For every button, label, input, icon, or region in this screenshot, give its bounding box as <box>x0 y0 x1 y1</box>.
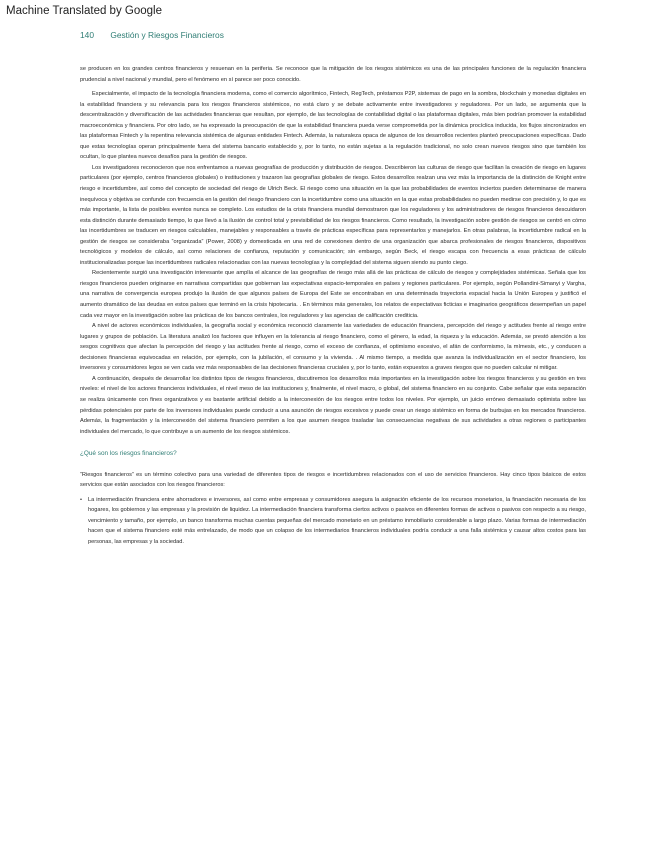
page-body <box>80 64 586 548</box>
body-paragraph: Recientemente surgió una investigación interesante que amplía el alcance de las geografías de riesgo más allá de las prácticas de cálculo de riesgos y complejidades sistémicas. Señala que los riesgos financieros pueden originarse en narrativas compartidas que gobiernan las expectativas espacio-temporales en países y regiones particulares. Por ejemplo, según Pollandini-Simanyi y Vargha, una narrativa de convergencia europea produjo la ilusión de que algunos países de Europa del Este se encontraban en una determinada trayectoria espacial hacia la Unión Europea y justificó el aumento dramático de las deudas en estos países que terminó en la crisis hipotecaria. . En términos más generales, los relatos de expectativas ficticias e imaginarios geográficos desempeñan un papel cada vez mayor en la investigación sobre las prácticas de los bancos centrales, los reguladores y las agencias de calificación crediticia. <box>80 270 586 319</box>
body-paragraph: se producen en los grandes centros financieros y resuenan en la periferia. Se reconoce que la mitigación de los riesgos sistémicos es una de las principales funciones de la regulación financiera prudencial a nivel nacional y mundial, pero el fenómeno en sí parece ser poco conocido. <box>80 66 586 83</box>
page-number: 140 <box>80 30 94 40</box>
section-intro: “Riesgos financieros” es un término colectivo para una variedad de diferentes tipos de riesgos e incertidumbres relacionados con el uso de servicios financieros. Hay cinco tipos básicos de estos servicios que están asociados con los riesgos financieros: <box>80 471 586 489</box>
body-paragraph: Los investigadores reconocieron que nos enfrentamos a nuevas geografías de producción y distribución de riesgos. Describieron las culturas de riesgo que facilitan la creación de riesgo en lugares particulares (por ejemplo, centros financieros globales) o instituciones y trazaron las geografías globales de riesgo. Estos desarrollos realzan una vez más la importancia de la distinción de Knight entre riesgo e incertidumbre, así como del concepto de sociedad del riesgo de Ulrich Beck. El riesgo como una situación en la que las probabilidades de eventos inciertos pueden determinarse de manera inequívoca y objetiva se confunde con frecuencia en la gestión del riesgo financiero con la incertidumbre como una situación en la que estas probabilidades no pueden medirse con precisión y, lo que es más importante, la lista de posibles eventos nunca se completo. Los estudios de la crisis financiera mundial demostraron que los reguladores y los administradores de riesgos financieros descuidaron esta distinción durante demasiado tiempo, lo que llevó a la ilusión de control total y previsibilidad de los riesgos financieros. Como resultado, la investigación sobre gestión de riesgos se centró en cómo las incertidumbres se traducen en riesgos calculables, manejables y responsables a través de prácticas específicas para representarlos y manejarlos. En otras palabras, la incertidumbre radical en la gestión de riesgos se consideraba “organizada” (Power, 2008) y domesticada en una red de conexiones dentro de una organización que abarca profesionales de riesgos financieros, dispositivos tecnológicos y modelos de cálculo, así como relaciones de confianza, reputación y comunicación; sin embargo, según Beck, el riesgo escapa con frecuencia a esas prácticas de cálculo institucionalizadas porque las incertidumbres radicales relacionadas con las nuevas tecnologías y la complejidad del sistema siguen siendo su punto ciego. <box>80 164 586 266</box>
running-header <box>80 30 224 40</box>
body-paragraph: A nivel de actores económicos individuales, la geografía social y económica reconoció claramente las variedades de educación financiera, percepción del riesgo y actitudes frente al riesgo entre lugares y grupos de población. La literatura analizó los factores que influyen en la tolerancia al riesgo financiero, como el género, la edad, la riqueza y la educación. Además, se prestó atención a los sesgos cognitivos que afectan la percepción del riesgo y las actitudes frente al riesgo, como el exceso de confianza, el optimismo excesivo, el afán de conformismo, la mímesis, etc., y conducen a decisiones financieras equivocadas en relación, por ejemplo, con la jubilación, el consumo y la vivienda. . Al mismo tiempo, a medida que avanza la individualización en el sector financiero, los inversores y consumidores legos se ven cada vez más responsables de las decisiones financieras cruciales y, por lo tanto, están expuestos a graves riesgos que no pueden calcular ni mitigar. <box>80 323 586 372</box>
running-title: Gestión y Riesgos Financieros <box>110 30 224 40</box>
section-heading: ¿Qué son los riesgos financieros? <box>80 450 177 458</box>
list-item-text: La intermediación financiera entre ahorradores e inversores, así como entre empresas y consumidores asegura la asignación eficiente de los recursos monetarios, la financiación necesaria de los hogares, los gobiernos y las empresas y la provisión de liquidez. La intermediación financiera transforma ciertos activos o pasivos en diferentes formas de activos o pasivos con respecto a su riesgo, vencimiento y tamaño, por ejemplo, un banco transforma muchas cuentas pequeñas del mercado monetario en un préstamo inmobiliario considerable a largo plazo. Varias formas de intermediación hacen que el sistema financiero esté más entrelazado, de modo que un colapso de los intermediarios financieros individuales podría conducir a una falla sistémica y causar altos costos para las personas, las empresas y la sociedad. <box>88 496 586 545</box>
bullet-icon: • <box>80 496 82 503</box>
machine-translation-banner: Machine Translated by Google <box>6 5 162 17</box>
body-paragraph: Especialmente, el impacto de la tecnología financiera moderna, como el comercio algorítmico, Fintech, RegTech, préstamos P2P, sistemas de pago en la sombra, blockchain y monedas digitales en la estabilidad financiera y su relevancia para los riesgos financieros sistémicos, no está claro y se debate activamente entre investigadores y reguladores. Por un lado, se argumenta que la descentralización y diversificación de las actividades financieras que resultan, por ejemplo, de las tecnologías de contabilidad digital o las plataformas digitales, más bien podrían promover la estabilidad macroeconómica y financiera. Por otro lado, se ha expresado la preocupación de que la estabilidad financiera pueda verse comprometida por la dinámica procíclica inducida, los flujos sincronizados en las plataformas Fintech y la repentina relevancia sistémica de algunas entidades Fintech. Además, la naturaleza opaca de algunos de los desarrollos recientes planteó preocupaciones específicas. Dado que estas tecnologías operan principalmente fuera del sistema bancario establecido y, por lo tanto, no están sujetas a la regulación tradicional, no solo crean nuevos riesgos sino que también los ocultan, lo que plantea nuevos desafíos para la gestión de riesgos. <box>80 91 586 161</box>
list-item <box>80 495 586 548</box>
body-paragraph: A continuación, después de desarrollar los distintos tipos de riesgos financieros, discutiremos los desarrollos más importantes en la investigación sobre los riesgos financieros y su gestión en tres niveles: el nivel de los actores financieros individuales, el nivel meso de las instituciones y, finalmente, el nivel macro, o global, del sistema financiero en su conjunto. Cabe señalar que esta separación se realiza únicamente con fines organizativos y es bastante artificial debido a la interconexión de los riesgos entre todos los niveles. Por ejemplo, un juicio erróneo demasiado optimista sobre las pérdidas potenciales por parte de los inversores individuales puede conducir a una asunción de riesgos excesivos y puede crear un riesgo sistémico en forma de burbujas en los mercados financieros. Además, la fragmentación y la interconexión del sistema financiero permiten a los que asumen riesgos trasladar las consecuencias negativas de sus actividades a otras regiones o participantes individuales del mercado, lo que contribuye a un aumento de los riesgos sistémicos. <box>80 375 586 435</box>
